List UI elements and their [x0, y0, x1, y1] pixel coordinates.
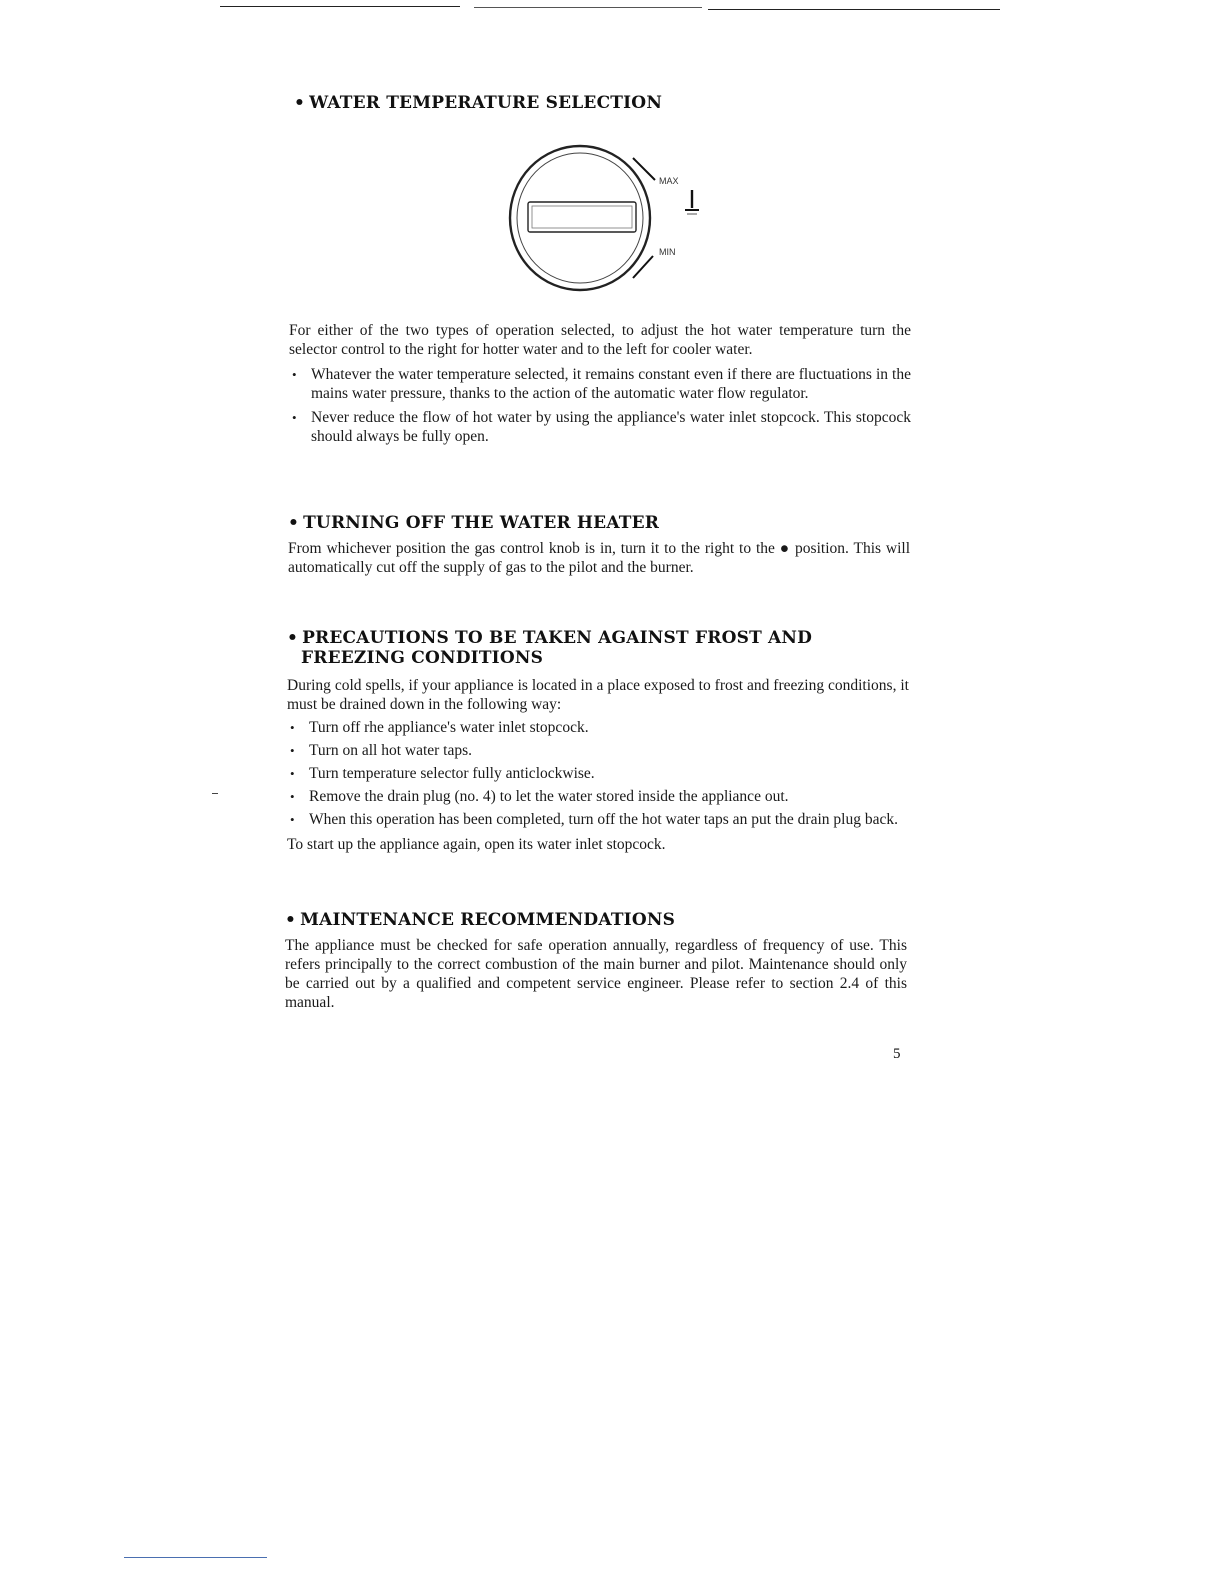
maintenance-paragraph: The appliance must be checked for safe operation annually, regardless of frequency of use. This refers principally to the correct combustion of the main burner and pilot. Maintenance should only be carried out by a qualified and competent service engineer. Please refer to section 2.4 of this manual.	[285, 937, 907, 1011]
heading-text: TURNING OFF THE WATER HEATER	[303, 513, 660, 533]
frost-steps	[287, 718, 909, 829]
off-position-symbol: ●	[779, 540, 791, 557]
heading-bullet: •	[285, 910, 297, 930]
page-number: 5	[893, 1046, 901, 1062]
temperature-dial-diagram	[505, 140, 715, 300]
dial-max-label: MAX	[659, 176, 679, 186]
heading-text-line2: FREEZING CONDITIONS	[301, 648, 544, 668]
frost-section	[287, 628, 909, 854]
heading-bullet: •	[294, 93, 306, 113]
list-item: • Turn on all hot water taps.	[287, 741, 909, 760]
heading-text-line1: PRECAUTIONS TO BE TAKEN AGAINST FROST AND	[302, 628, 813, 648]
heading-water-temperature	[294, 93, 662, 113]
side-tick	[212, 793, 218, 794]
heading-bullet: •	[287, 628, 299, 648]
heading-bullet: •	[288, 513, 300, 533]
list-item: • Never reduce the flow of hot water by using the appliance's water inlet stopcock. This stopcock should always be fully open.	[289, 408, 911, 446]
heading-text: MAINTENANCE RECOMMENDATIONS	[300, 910, 676, 930]
top-rule-middle	[474, 7, 702, 8]
list-item: • Whatever the water temperature selected, it remains constant even if there are fluctuations in the mains water pressure, thanks to the action of the automatic water flow regulator.	[289, 365, 911, 403]
heading-frost	[287, 628, 909, 668]
top-rule-left	[220, 6, 460, 7]
dial-knob-bar	[528, 202, 636, 232]
water-temperature-bullets	[289, 365, 911, 446]
water-temperature-body	[289, 321, 911, 446]
thermometer-icon	[685, 190, 699, 214]
list-item: • Turn temperature selector fully anticlockwise.	[287, 764, 909, 783]
list-item: • Turn off rhe appliance's water inlet stopcock.	[287, 718, 909, 737]
heading-text: WATER TEMPERATURE SELECTION	[309, 93, 663, 113]
bottom-rule	[124, 1557, 267, 1558]
heading-maintenance	[285, 910, 907, 930]
dial-min-label: MIN	[659, 247, 676, 257]
turning-off-text-after: position. This will automatically cut off the supply of gas to the pilot and the burner.	[288, 540, 911, 576]
top-rule-right	[708, 9, 1000, 10]
list-item: • When this operation has been completed, turn off the hot water taps an put the drain plug back.	[287, 810, 909, 829]
frost-intro: During cold spells, if your appliance is located in a place exposed to frost and freezing conditions, it must be drained down in the following way:	[287, 677, 909, 713]
list-item: • Remove the drain plug (no. 4) to let the water stored inside the appliance out.	[287, 787, 909, 806]
heading-turning-off	[288, 513, 910, 533]
turning-off-paragraph	[288, 539, 910, 577]
water-temperature-paragraph: For either of the two types of operation selected, to adjust the hot water temperature turn the selector control to the right for hotter water and to the left for cooler water.	[289, 322, 911, 358]
turning-off-text-before: From whichever position the gas control knob is in, turn it to the right to the	[288, 540, 775, 557]
maintenance-section	[285, 910, 907, 1012]
turning-off-section	[288, 513, 910, 577]
frost-outro: To start up the appliance again, open its water inlet stopcock.	[287, 836, 666, 853]
